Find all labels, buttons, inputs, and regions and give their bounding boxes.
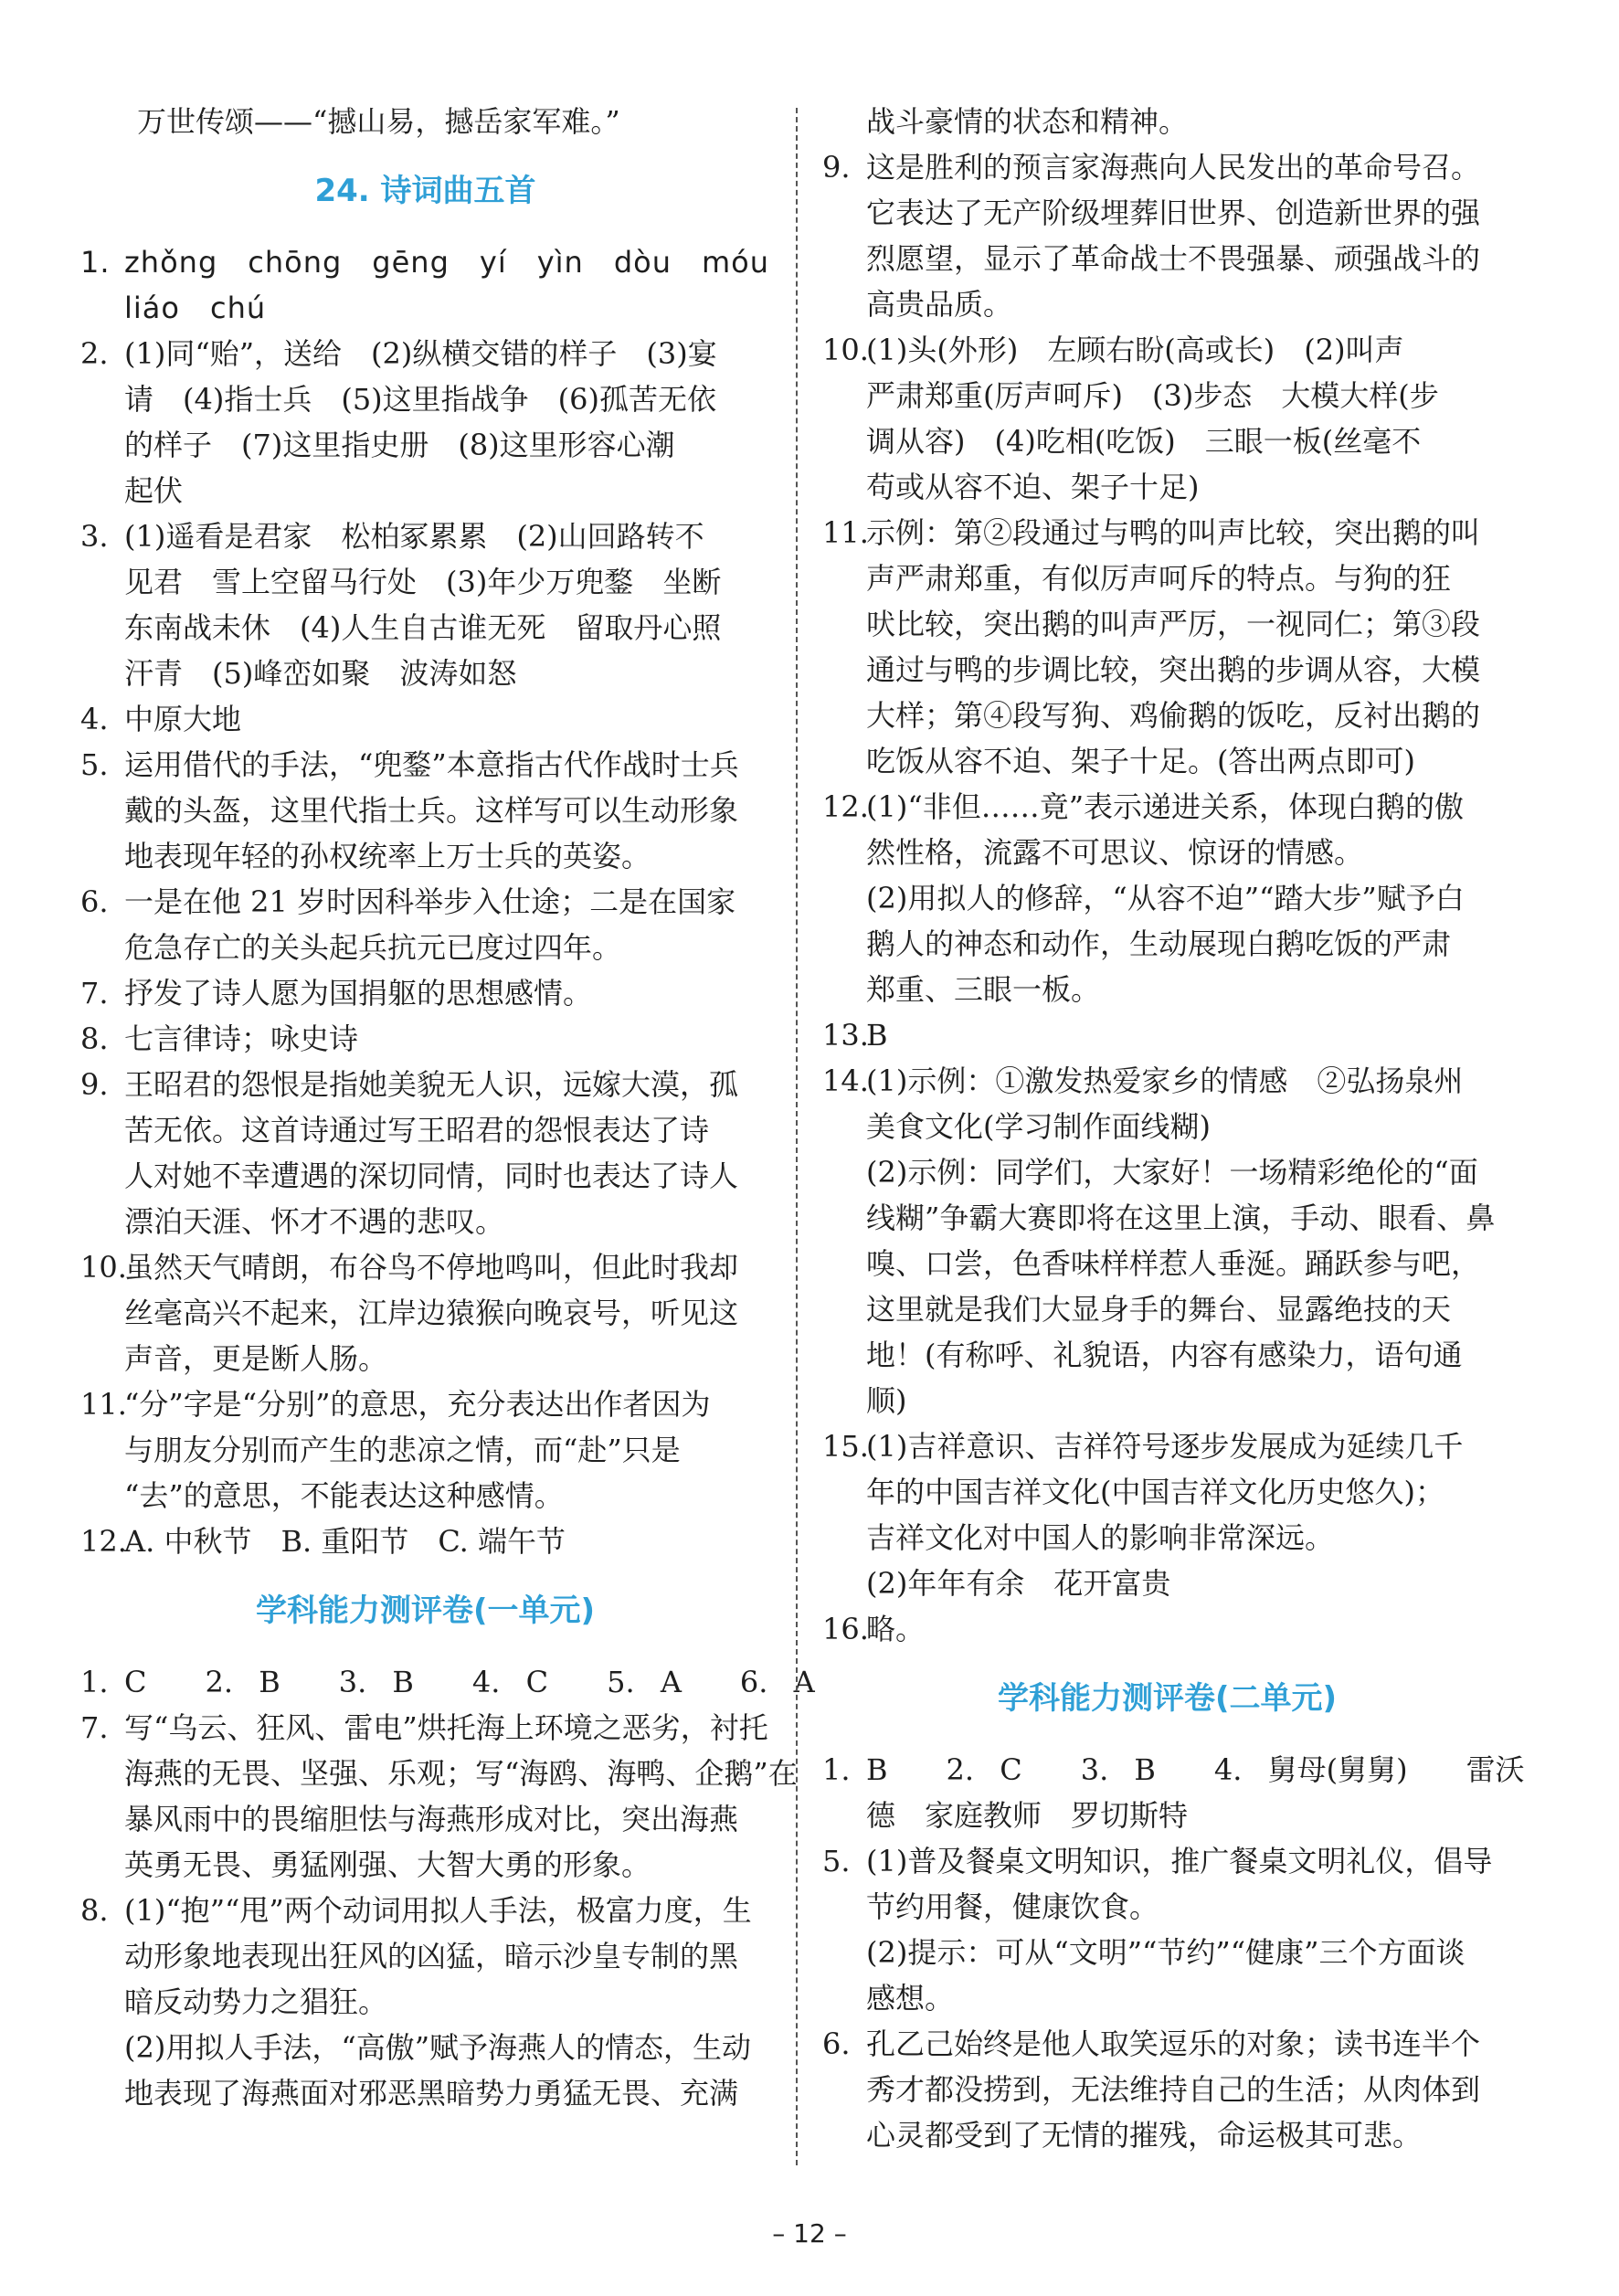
continuation-line: 见君 雪上空留马行处 (3)年少万兜鍪 坐断	[124, 565, 722, 599]
item-number: 8.	[80, 1021, 109, 1056]
continuation-line: 英勇无畏、勇猛刚强、大智大勇的形象。	[124, 1847, 651, 1882]
answer-item	[822, 1838, 1512, 1884]
answer-item	[80, 1518, 770, 1564]
continuation-line: (2)提示：可从“文明”“节约”“健康”三个方面谈	[866, 1935, 1466, 1970]
continuation-line: 与朋友分别而产生的悲凉之情，而“赴”只是	[124, 1433, 681, 1467]
continuation-line: 人对她不幸遭遇的深切同情，同时也表达了诗人	[124, 1159, 739, 1193]
answer-item	[822, 1606, 1512, 1652]
item-number: 1.	[80, 1665, 109, 1699]
item-text: “分”字是“分别”的意思，充分表达出作者因为	[124, 1387, 711, 1422]
answer-item	[822, 1423, 1512, 1469]
answer-item	[80, 970, 770, 1016]
continuation-line: 吃饭从容不迫、架子十足。(答出两点即可)	[866, 744, 1415, 778]
page-number: – 12 –	[772, 2218, 847, 2248]
continuation-line: 这里就是我们大显身手的舞台、显露绝技的天	[866, 1292, 1452, 1327]
section-heading: 学科能力测评卷(二单元)	[997, 1680, 1338, 1717]
item-text: C 2. B 3. B 4. C 5. A 6. A	[124, 1665, 815, 1699]
continuation-line: 严肃郑重(厉声呵斥) (3)步态 大模大样(步	[866, 378, 1439, 413]
answer-item	[822, 1747, 1525, 1793]
continuation-line: 顺)	[866, 1383, 907, 1418]
item-number: 3.	[80, 519, 109, 554]
continuation-line: 危急存亡的关头起兵抗元已度过四年。	[124, 930, 622, 965]
item-number: 2.	[80, 336, 109, 371]
continuation-line: 感想。	[866, 1981, 955, 2016]
continuation-line: 地表现年轻的孙权统率上万士兵的英姿。	[124, 839, 651, 873]
item-number: 6.	[80, 884, 109, 919]
item-text: (1)“抱”“甩”两个动词用拟人手法，极富力度，生	[124, 1893, 752, 1928]
item-number: 13.	[822, 1018, 869, 1053]
item-text: (1)头(外形) 左顾右盼(高或长) (2)叫声	[866, 333, 1404, 367]
item-text: 示例：第②段通过与鸭的叫声比较，突出鹅的叫	[866, 515, 1481, 550]
item-text: 写“乌云、狂风、雷电”烘托海上环境之恶劣，衬托	[124, 1710, 768, 1745]
continuation-line: 德 家庭教师 罗切斯特	[866, 1798, 1189, 1833]
item-number: 1.	[822, 1752, 851, 1787]
item-number: 6.	[822, 2026, 851, 2061]
answer-item	[80, 1062, 770, 1107]
continuation-line: 海燕的无畏、坚强、乐观；写“海鸥、海鸭、企鹅”在	[124, 1756, 798, 1791]
item-number: 11.	[822, 515, 869, 550]
continuation-line: 暴风雨中的畏缩胆怯与海燕形成对比，突出海燕	[124, 1802, 739, 1836]
continuation-line: 鹅人的神态和动作，生动展现白鹅吃饭的严肃	[866, 926, 1452, 961]
answer-item	[80, 1705, 770, 1751]
item-number: 11.	[80, 1387, 127, 1422]
continuation-line: 大样；第④段写狗、鸡偷鹅的饭吃，反衬出鹅的	[866, 698, 1481, 733]
continuation-line: 郑重、三眼一板。	[866, 972, 1101, 1007]
item-number: 4.	[80, 702, 109, 736]
item-text: A. 中秋节 B. 重阳节 C. 端午节	[124, 1524, 566, 1559]
answer-item	[80, 1381, 770, 1427]
continuation-line: 它表达了无产阶级埋葬旧世界、创造新世界的强	[866, 196, 1481, 230]
answer-item	[80, 742, 770, 788]
item-number: 12.	[822, 789, 869, 824]
item-number: 8.	[80, 1893, 109, 1928]
continuation-line: 节约用餐，健康饮食。	[866, 1889, 1159, 1924]
continuation-line: 地！(有称呼、礼貌语，内容有感染力，语句通	[866, 1338, 1463, 1372]
item-number: 10.	[822, 333, 869, 367]
item-text: 抒发了诗人愿为国捐躯的思想感情。	[124, 976, 593, 1010]
continuation-line: 吉祥文化对中国人的影响非常深远。	[866, 1520, 1335, 1555]
answer-item	[80, 1659, 815, 1705]
answer-item	[80, 696, 770, 742]
item-text: (1)吉祥意识、吉祥符号逐步发展成为延续几千	[866, 1429, 1464, 1464]
item-number: 12.	[80, 1524, 127, 1559]
item-text: 王昭君的怨恨是指她美貌无人识，远嫁大漠，孤	[124, 1067, 739, 1102]
continuation-line: 汗青 (5)峰峦如聚 波涛如怒	[124, 656, 517, 691]
item-number: 14.	[822, 1063, 869, 1098]
continuation-line: 戴的头盔，这里代指士兵。这样写可以生动形象	[124, 793, 739, 828]
item-text: (1)普及餐桌文明知识，推广餐桌文明礼仪，倡导	[866, 1844, 1493, 1878]
column-divider	[796, 108, 798, 2165]
answer-item	[822, 144, 1512, 190]
item-text: 孔乙己始终是他人取笑逗乐的对象；读书连半个	[866, 2026, 1481, 2061]
answer-item	[822, 2021, 1512, 2067]
continuation-line: 起伏	[124, 473, 184, 508]
right-column	[822, 99, 1525, 2158]
item-number: 5.	[822, 1844, 851, 1878]
item-text: (1)“非但……竟”表示递进关系，体现白鹅的傲	[866, 789, 1465, 824]
item-number: 16.	[822, 1612, 869, 1646]
answer-item	[80, 513, 770, 559]
continuation-line: liáo chú	[124, 291, 267, 325]
continuation-line: 丝毫高兴不起来，江岸边猿猴向晚哀号，听见这	[124, 1296, 739, 1330]
item-number: 7.	[80, 1710, 109, 1745]
continuation-line: 年的中国吉祥文化(中国吉祥文化历史悠久)；	[866, 1475, 1444, 1509]
answer-item	[822, 327, 1512, 373]
item-number: 9.	[822, 150, 851, 185]
continuation-line: 美食文化(学习制作面线糊)	[866, 1109, 1211, 1144]
continuation-line: 秀才都没捞到，无法维持自己的生活；从肉体到	[866, 2072, 1481, 2107]
answer-item	[822, 510, 1512, 555]
answer-item	[80, 1244, 770, 1290]
item-text: zhǒng chōng gēng yí yìn dòu móu	[124, 245, 770, 280]
item-text: 这是胜利的预言家海燕向人民发出的革命号召。	[866, 150, 1481, 185]
continuation-line: 苟或从容不迫、架子十足)	[866, 470, 1200, 504]
continuation-line: 嗅、口尝，色香味样样惹人垂涎。踊跃参与吧，	[866, 1246, 1481, 1281]
continuation-line: 的样子 (7)这里指史册 (8)这里形容心潮	[124, 428, 675, 462]
continuation-line: 声音，更是断人肠。	[124, 1341, 388, 1376]
continuation-line: 调从容) (4)吃相(吃饭) 三眼一板(丝毫不	[866, 424, 1422, 459]
item-text: (1)遥看是君家 松柏冢累累 (2)山回路转不	[124, 519, 704, 554]
answer-item	[80, 879, 770, 925]
answer-item	[822, 784, 1512, 830]
continuation-line: “去”的意思，不能表达这种感情。	[124, 1478, 564, 1513]
continuation-line: 心灵都受到了无情的摧残，命运极其可悲。	[866, 2118, 1423, 2153]
item-text: 七言律诗；咏史诗	[124, 1021, 359, 1056]
answer-item	[822, 1012, 1512, 1058]
continuation-line: (2)示例：同学们，大家好！一场精彩绝伦的“面	[866, 1155, 1478, 1190]
item-number: 10.	[80, 1250, 127, 1285]
continuation-line: 声严肃郑重，有似厉声呵斥的特点。与狗的狂	[866, 561, 1452, 596]
answer-item	[80, 239, 770, 285]
item-text: B 2. C 3. B 4. 舅母(舅舅) 雷沃	[866, 1752, 1525, 1787]
item-text: (1)同“贻”，送给 (2)纵横交错的样子 (3)宴	[124, 336, 717, 371]
continuation-line: 动形象地表现出狂风的凶猛，暗示沙皇专制的黑	[124, 1939, 739, 1973]
item-number: 7.	[80, 976, 109, 1010]
continuation-line: 暗反动势力之猖狂。	[124, 1984, 388, 2019]
section-heading: 学科能力测评卷(一单元)	[255, 1592, 596, 1629]
continuation-line: 烈愿望，显示了革命战士不畏强暴、顽强战斗的	[866, 241, 1481, 276]
continuation-line: 地表现了海燕面对邪恶黑暗势力勇猛无畏、充满	[124, 2076, 739, 2111]
continuation-line: (2)用拟人手法，“高傲”赋予海燕人的情态，生动	[124, 2030, 752, 2065]
section-heading: 24. 诗词曲五首	[314, 173, 536, 209]
continuation-line: 东南战未休 (4)人生自古谁无死 留取丹心照	[124, 610, 722, 645]
item-number: 15.	[822, 1429, 869, 1464]
item-number: 9.	[80, 1067, 109, 1102]
continuation-line: 漂泊天涯、怀才不遇的悲叹。	[124, 1204, 505, 1239]
text-line: 万世传颂——“撼山易，撼岳家军难。”	[137, 104, 620, 139]
continuation-line: 吠比较，突出鹅的叫声严厉，一视同仁；第③段	[866, 607, 1481, 641]
item-text: 略。	[866, 1612, 926, 1646]
continuation-line: (2)用拟人的修辞，“从容不迫”“踏大步”赋予白	[866, 881, 1465, 915]
item-text: 中原大地	[124, 702, 242, 736]
answer-item	[80, 1016, 770, 1062]
item-text: 一是在他 21 岁时因科举步入仕途；二是在国家	[124, 884, 736, 919]
continuation-line: 高贵品质。	[866, 287, 1013, 322]
item-text: 运用借代的手法，“兜鍪”本意指古代作战时士兵	[124, 747, 739, 782]
answer-item	[80, 331, 770, 376]
continuation-line: 战斗豪情的状态和精神。	[866, 104, 1189, 139]
item-text: 虽然天气晴朗，布谷鸟不停地鸣叫，但此时我却	[124, 1250, 739, 1285]
left-column	[80, 99, 815, 2116]
answer-item	[80, 1888, 770, 1933]
continuation-line: 线糊”争霸大赛即将在这里上演，手动、眼看、鼻	[866, 1201, 1496, 1235]
item-text: (1)示例：①激发热爱家乡的情感 ②弘扬泉州	[866, 1063, 1464, 1098]
continuation-line: 然性格，流露不可思议、惊讶的情感。	[866, 835, 1364, 870]
item-number: 1.	[80, 245, 111, 280]
continuation-line: 请 (4)指士兵 (5)这里指战争 (6)孤苦无依	[124, 382, 716, 417]
continuation-line: (2)年年有余 花开富贵	[866, 1566, 1171, 1601]
continuation-line: 苦无依。这首诗通过写王昭君的怨恨表达了诗	[124, 1113, 710, 1148]
item-text: B	[866, 1018, 888, 1053]
answer-item	[822, 1058, 1512, 1104]
continuation-line: 通过与鸭的步调比较，突出鹅的步调从容，大模	[866, 652, 1481, 687]
item-number: 5.	[80, 747, 109, 782]
